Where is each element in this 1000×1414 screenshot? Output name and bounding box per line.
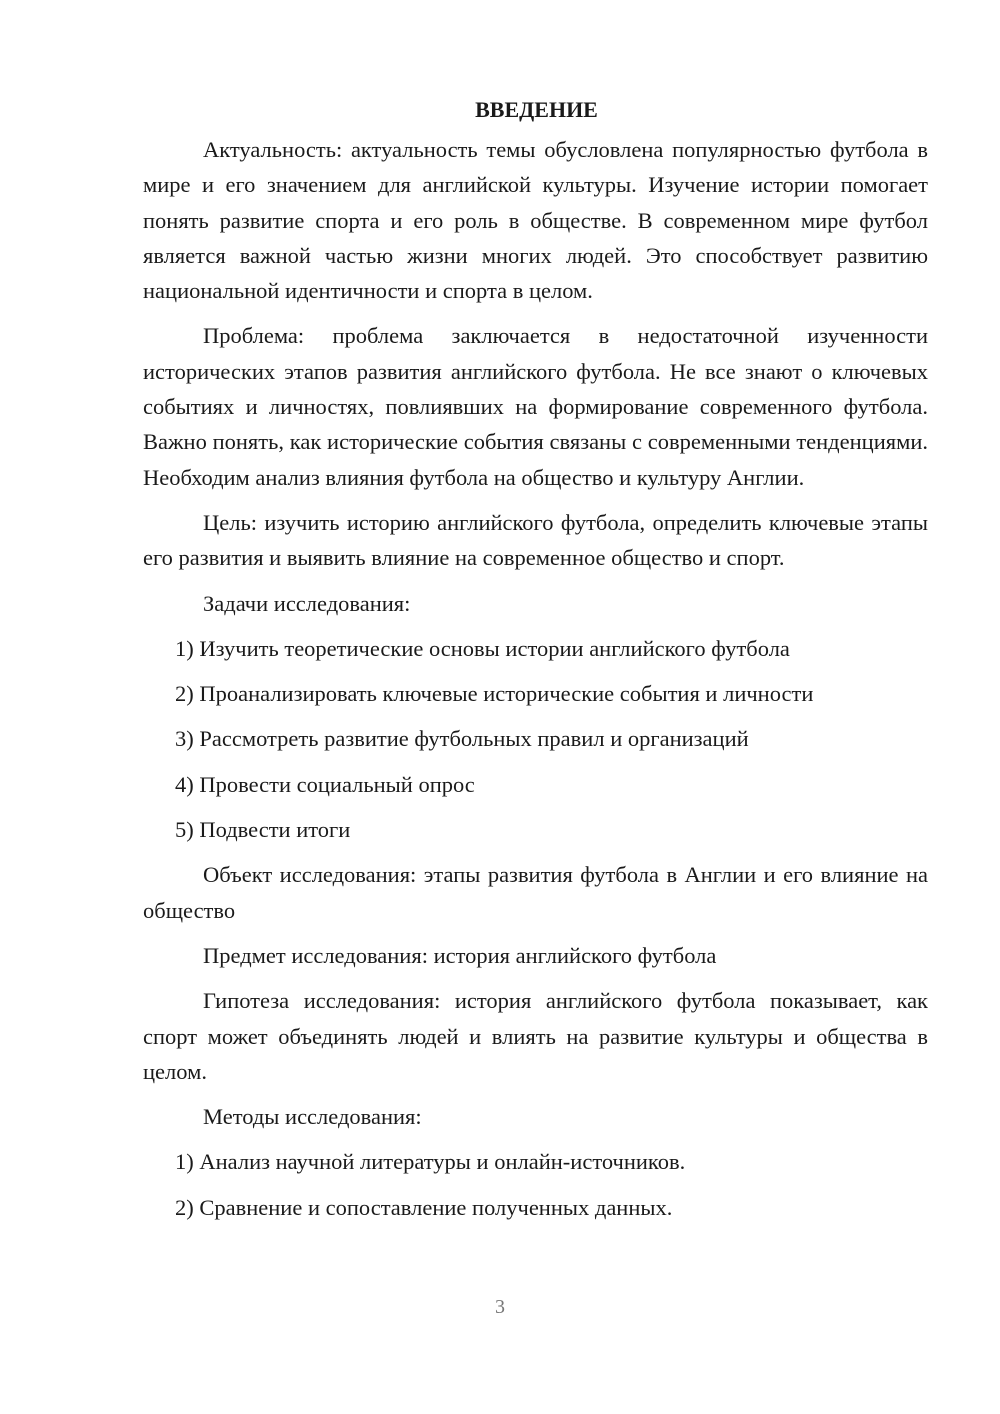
object-paragraph: Объект исследования: этапы развития футбола в Англии и его влияние на общество (143, 862, 928, 923)
goal-paragraph: Цель: изучить историю английского футбола, определить ключевые этапы его развития и выявить влияние на современное общество и спорт. (143, 509, 928, 571)
relevance-paragraph: Актуальность: актуальность темы обусловлена популярностью футбола в мире и его значением для английской культуры. Изучение истории помогает понять развитие спорта и его роль в обществе. В современном мире футбол является важной частью жизни многих людей. Это способствует развитию национальной идентичности и спорта в целом. (143, 137, 928, 304)
method-item-1: 1) Анализ научной литературы и онлайн-источников. (175, 1149, 686, 1175)
tasks-list (143, 631, 928, 847)
hypothesis-paragraph: Гипотеза исследования: история английского футбола показывает, как спорт может объединять людей и влиять на развитие культуры и общества в целом. (143, 988, 928, 1084)
task-item-2: 2) Проанализировать ключевые исторические события и личности (175, 681, 814, 707)
methods-list (143, 1144, 928, 1225)
task-item-1: 1) Изучить теоретические основы истории английского футбола (175, 635, 790, 661)
method-item-2: 2) Сравнение и сопоставление полученных данных. (175, 1194, 673, 1220)
page-number: 3 (495, 1296, 505, 1318)
tasks-label: Задачи исследования: (203, 590, 411, 616)
task-item-5: 5) Подвести итоги (175, 817, 351, 843)
document-page (143, 92, 928, 1225)
task-item-4: 4) Провести социальный опрос (175, 771, 475, 797)
page-title: ВВЕДЕНИЕ (475, 97, 598, 122)
task-item-3: 3) Рассмотреть развитие футбольных правил и организаций (175, 726, 749, 752)
subject-paragraph: Предмет исследования: история английского футбола (203, 942, 717, 968)
problem-paragraph: Проблема: проблема заключается в недостаточной изученности исторических этапов развития английского футбола. Не все знают о ключевых событиях и личностях, повлиявших на формирование современного футбола. Важно понять, как исторические события связаны с современными тенденциями. Необходим анализ влияния футбола на общество и культуру Англии. (143, 323, 928, 490)
methods-label: Методы исследования: (203, 1104, 422, 1130)
